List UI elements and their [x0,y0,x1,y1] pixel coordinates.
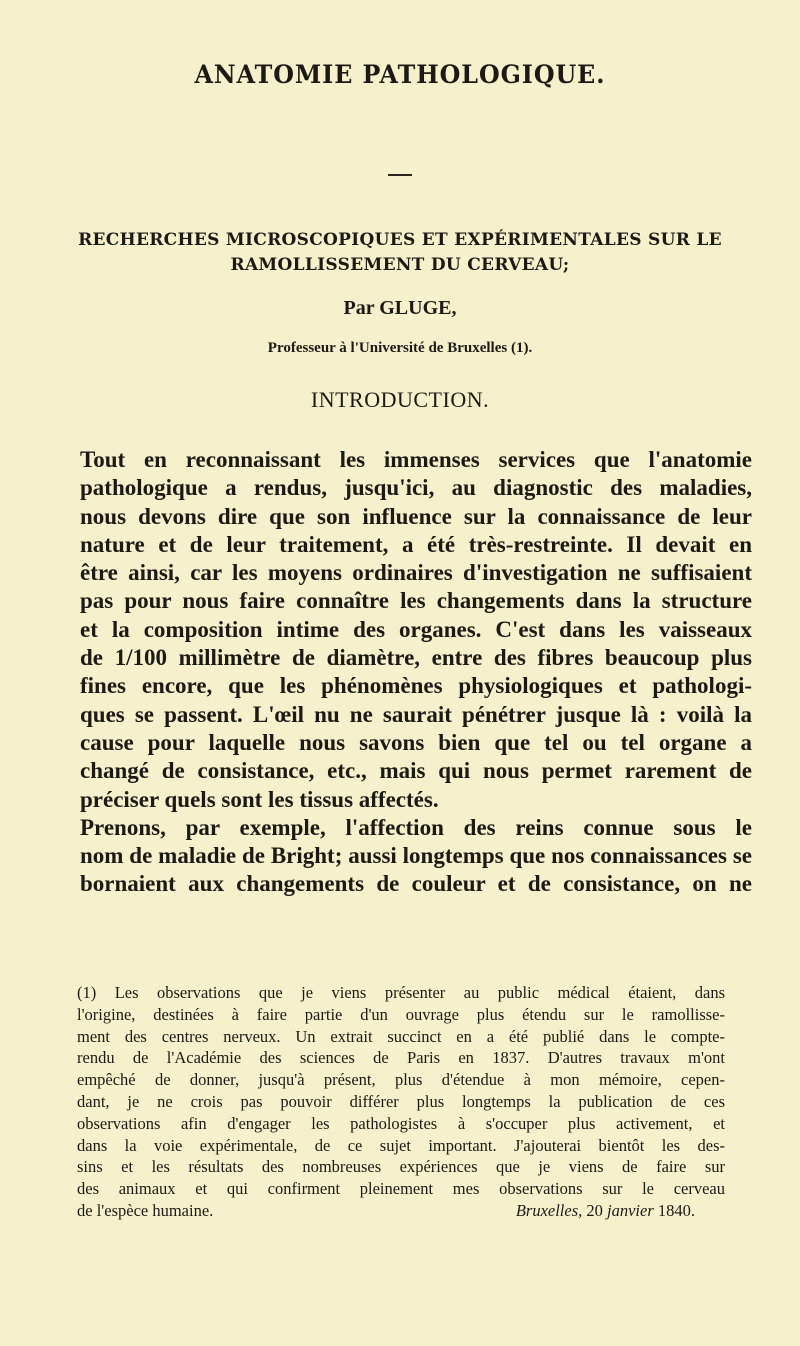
footnote-line: l'origine, destinées à faire partie d'un ouvrage plus étendu sur le ramollisse- [77,1004,725,1024]
affiliation: Professeur à l'Université de Bruxelles (1). [267,340,533,356]
article-title-line-2: RAMOLLISSEMENT DU CERVEAU; [230,255,570,275]
body-line: bornaient aux changements de couleur et de consistance, on ne [80,871,752,897]
signature-date [516,1200,695,1222]
footnote-line: dant, je ne crois pas pouvoir différer plus longtemps la publication de ces [77,1091,725,1111]
article-title-line-1: RECHERCHES MICROSCOPIQUES ET EXPÉRIMENTALES SUR LE [78,230,722,250]
body-line: être ainsi, car les moyens ordinaires d'investigation ne suffisaient [80,560,752,586]
footnote-line: de l'espèce humaine. [77,1200,214,1220]
article-title [0,228,800,278]
body-line: cause pour laquelle nous savons bien que tel ou tel organe a [80,729,752,755]
footnote-line: observations afin d'engager les pathologistes à s'occuper plus activement, et [77,1113,725,1133]
body-text [80,446,752,899]
signature-month: janvier [607,1200,654,1220]
byline: Par GLUGE, [343,297,457,319]
signature-year: 1840. [657,1200,695,1220]
footnote-line: empêché de donner, jusqu'à présent, plus d'étendue à mon mémoire, cepen- [77,1070,725,1090]
footnote-line: rendu de l'Académie des sciences de Paris en 1837. D'autres travaux m'ont [77,1048,725,1068]
signature-day: 20 [586,1200,603,1220]
body-line: et la composition intime des organes. C'est dans les vaisseaux [80,616,752,642]
footnote-line: sins et les résultats des nombreuses expériences que je viens de faire sur [77,1157,725,1177]
body-line: de 1/100 millimètre de diamètre, entre des fibres beaucoup plus [80,645,752,671]
body-line: pathologique a rendus, jusqu'ici, au diagnostic des maladies, [80,475,752,501]
body-line: Tout en reconnaissant les immenses services que l'anatomie [80,447,752,472]
divider [388,174,412,176]
footnote-line: dans la voie expérimentale, de ce sujet important. J'ajouterai bientôt les des- [77,1135,725,1155]
footnote-line: (1) Les observations que je viens présenter au public médical étaient, dans [77,983,725,1002]
footnote-line: ment des centres nerveux. Un extrait succinct en a été publié dans le compte- [77,1026,725,1046]
body-line: pas pour nous faire connaître les changements dans la structure [80,588,752,614]
body-line: Prenons, par exemple, l'affection des reins connue sous le [80,814,752,840]
body-line: préciser quels sont les tissus affectés. [80,786,439,812]
body-line: nature et de leur traitement, a été très-restreinte. Il devait en [80,531,752,557]
body-line: nom de maladie de Bright; aussi longtemps que nos connaissances se [80,843,752,869]
footnote [77,982,725,1222]
section-heading: ANATOMIE PATHOLOGIQUE. [194,60,606,89]
body-line: changé de consistance, etc., mais qui nous permet rarement de [80,758,752,784]
body-line: nous devons dire que son influence sur la connaissance de leur [80,503,752,529]
subheading: INTRODUCTION. [310,387,490,412]
body-line: fines encore, que les phénomènes physiologiques et pathologi- [80,673,752,699]
footnote-line: des animaux et qui confirment pleinement mes observations sur le cerveau [77,1179,725,1199]
signature-place: Bruxelles, [515,1200,583,1220]
body-line: ques se passent. L'œil nu ne saurait pénétrer jusque là : voilà la [80,701,752,727]
